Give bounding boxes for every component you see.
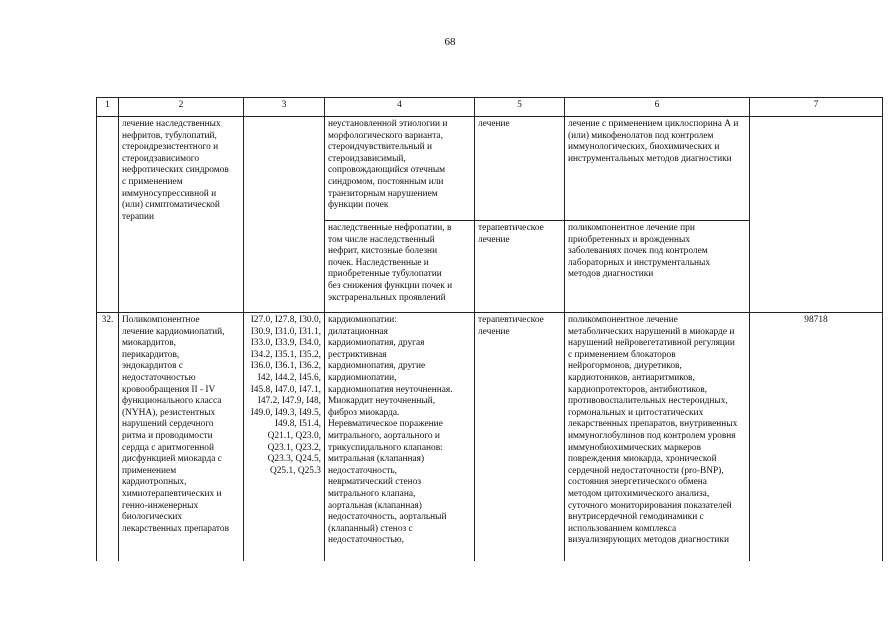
header-col-2: 2 (119, 98, 244, 117)
row-32-type: терапевтическое лечение (475, 313, 565, 561)
row-32-model: кардиомиопатии: дилатационная кардиомиопатия, другая рестриктивная кардиомиопатия, другие кардиомиопатии, кардиомиопатия неуточненная. Миокардит неуточненный, фиброз миокарда. Неревматическое поражение митрального, аортального и трикуспидального клапанов: митральная (клапанная) недостаточность, неврматический стеноз митрального клапана, аортальная (клапанная) недостаточность, аортальный (клапанный) стеноз с недостаточностью, (325, 313, 475, 561)
header-col-6: 6 (565, 98, 750, 117)
row-32-method: поликомпонентное лечение метаболических нарушений в миокарде и нарушений нейровегетативной регуляции с применением блокаторов нейрогормонов, диуретиков, кардиотоников, антиаритмиков, кардиопротекторов, антибиотиков, противовоспалительных нестероидных, гормональных и цитостатических лекарственных препаратов, внутривенных иммуноглобулинов под контролем уровня иммунобиохимических маркеров повреждения миокарда, хронической сердечной недостаточности (pro-BNP), состояния энергетического обмена методом цитохимического анализа, суточного мониторирования показателей внутрисердечной гемодинамики с использованием комплекса визуализирующих методов диагностики (565, 313, 750, 561)
row-32 (97, 313, 883, 561)
row-32-codes: I27.0, I27.8, I30.0, I30.9, I31.0, I31.1, I33.0, I33.9, I34.0, I34.2, I35.1, I35.2, I36.0, I36.1, I36.2, I42, I44.2, I45.6, I45.8, I47.0, I47.1, I47.2, I47.9, I48, I49.0, I49.3, I49.5, I49.8, I51.4, Q21.1, Q23.0, Q23.1, Q23.2, Q23.3, Q24.5, Q25.1, Q25.3 (244, 313, 325, 561)
row-32-treatment: Поликомпонентное лечение кардиомиопатий, миокардитов, перикардитов, эндокардитов с недостаточностью кровообращения II - IV функционального класса (NYHA), резистентных нарушений сердечного ритма и проводимости сердца с аритмогенной дисфункцией миокарда с применением кардиотропных, химиотерапевтических и генно-инженерных биологических лекарственных препаратов (119, 313, 244, 561)
cont-type-1-cell: лечение (475, 117, 565, 221)
cont-codes-cell (244, 117, 325, 313)
header-col-3: 3 (244, 98, 325, 117)
row-32-cost: 98718 (750, 313, 883, 561)
cont-type-2-cell: терапевтическое лечение (475, 221, 565, 313)
cont-num-cell (97, 117, 119, 313)
row-32-number: 32. (97, 313, 119, 561)
header-col-4: 4 (325, 98, 475, 117)
cont-cost-cell (750, 117, 883, 313)
page-number: 68 (444, 36, 456, 48)
cont-method-1-cell: лечение с применением циклоспорина А и (или) микофенолатов под контролем иммунологических, биохимических и инструментальных методов диагностики (565, 117, 750, 221)
medical-care-table (96, 97, 883, 561)
cont-model-1-cell: неустановленной этиологии и морфологического варианта, стероидчувствительный и стероидзависимый, сопровождающийся отечным синдромом, постоянным или транзиторным нарушением функции почек (325, 117, 475, 221)
header-col-7: 7 (750, 98, 883, 117)
cont-model-2-cell: наследственные нефропатии, в том числе наследственный нефрит, кистозные болезни почек. Наследственные и приобретенные тубулопатии без снижения функции почек и экстраренальных проявлений (325, 221, 475, 313)
continuation-row-a (97, 117, 883, 221)
header-col-1: 1 (97, 98, 119, 117)
cont-treatment-cell: лечение наследственных нефритов, тубулопатий, стероидрезистентного и стероидзависимого нефротических синдромов с применением иммуносупрессивной и (или) симптоматической терапии (119, 117, 244, 313)
header-col-5: 5 (475, 98, 565, 117)
header-row (97, 98, 883, 117)
cont-method-2-cell: поликомпонентное лечение при приобретенных и врожденных заболеваниях почек под контролем лабораторных и инструментальных методов диагностики (565, 221, 750, 313)
